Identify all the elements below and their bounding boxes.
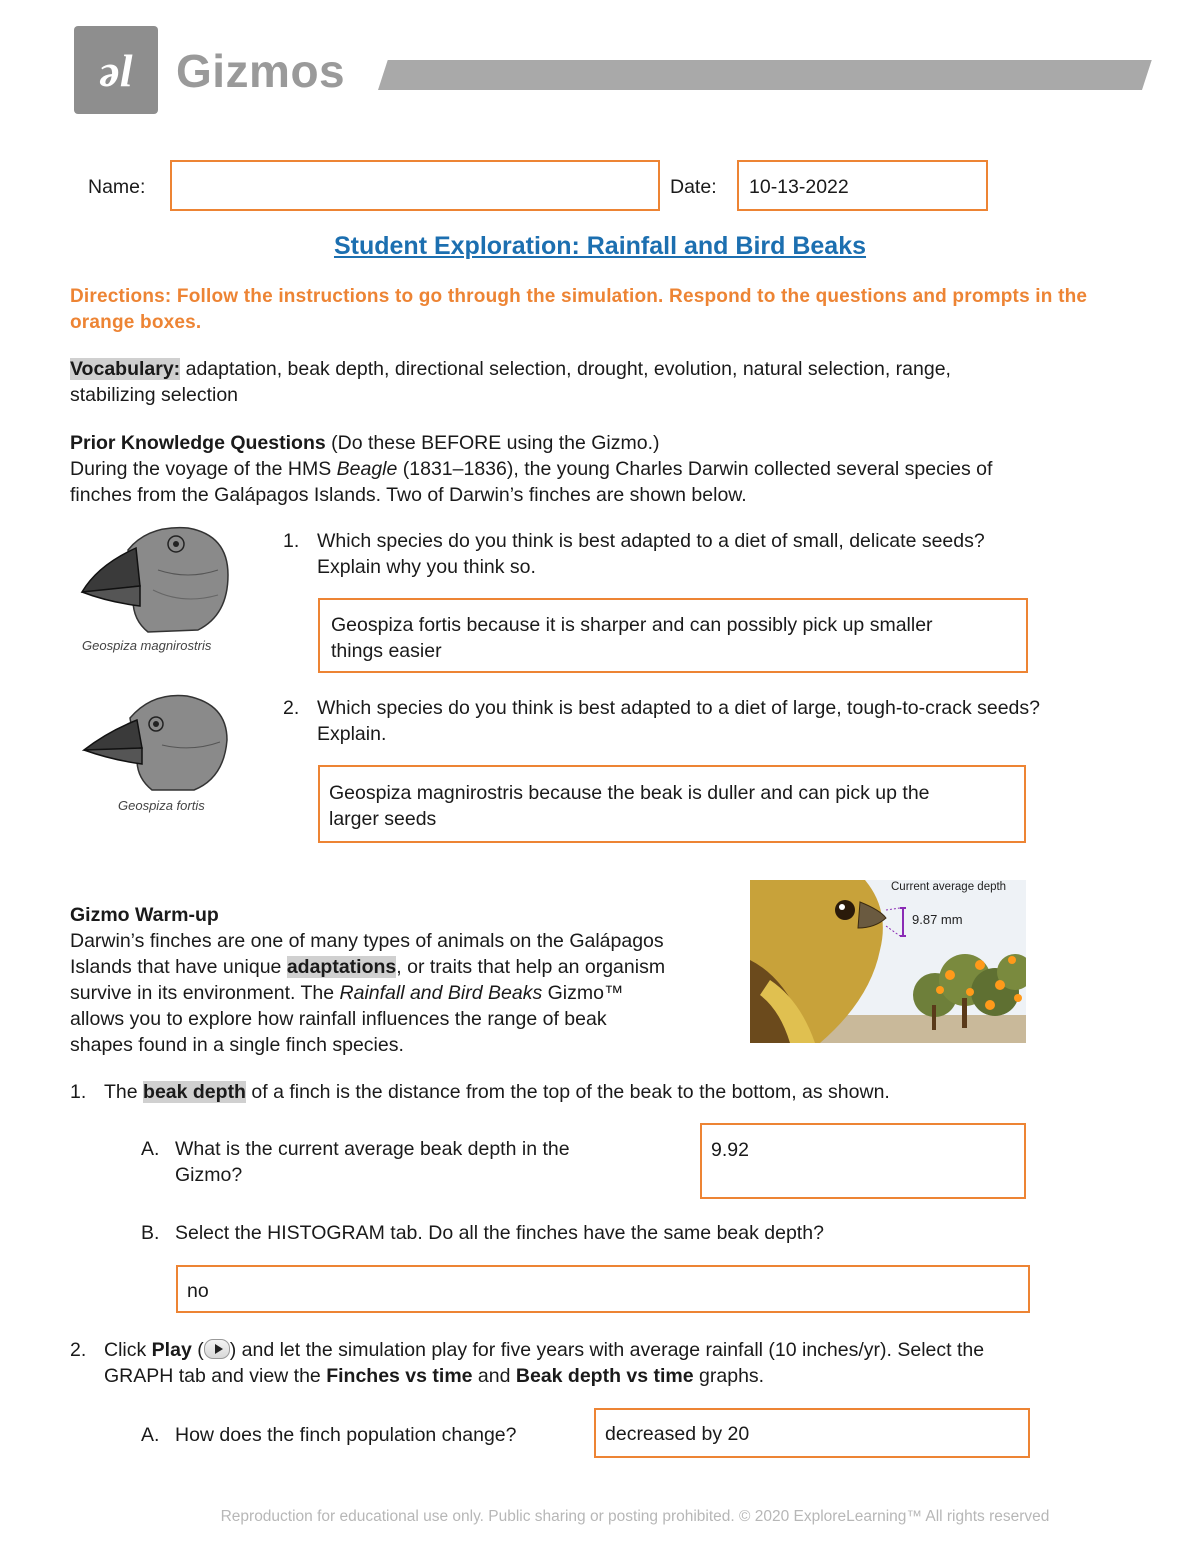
header-bar xyxy=(378,60,1152,90)
name-field[interactable] xyxy=(170,160,660,211)
q1a-answer-box[interactable] xyxy=(700,1123,1026,1199)
logo-mark: ǝl xyxy=(99,44,133,96)
gizmos-brand: Gizmos xyxy=(176,45,346,97)
bird1-caption: Geospiza magnirostris xyxy=(82,638,212,653)
q2a-answer-box[interactable] xyxy=(594,1408,1030,1458)
geospiza-fortis-figure xyxy=(82,690,242,820)
date-field[interactable] xyxy=(737,160,988,211)
name-label: Name: xyxy=(88,176,146,198)
prior-q1-answer-box[interactable]: Geospiza fortis because it is sharper and can possibly pick up smaller things easier xyxy=(318,598,1028,673)
question-1b: B. Select the HISTOGRAM tab. Do all the finches have the same beak depth? xyxy=(141,1222,824,1244)
play-icon xyxy=(204,1339,230,1359)
explorelearning-logo xyxy=(74,26,158,114)
q2a-answer: decreased by 20 xyxy=(605,1423,750,1445)
date-label: Date: xyxy=(670,176,717,198)
bird2-caption: Geospiza fortis xyxy=(118,798,205,813)
image-depth-value: 9.87 mm xyxy=(912,912,963,927)
question-2: 2. Click Play ( ) and let the simulation play for five years with average rainfall (10 inches/yr). Select the GRAPH tab and view the Finches vs time and Beak depth vs time graphs. xyxy=(70,1339,985,1387)
page-title[interactable]: Student Exploration: Rainfall and Bird Beaks xyxy=(333,232,867,260)
directions: Directions: Follow the instructions to go through the simulation. Respond to the questions and prompts in the orange boxes. xyxy=(70,286,1088,333)
vocabulary-label: Vocabulary: xyxy=(70,358,181,380)
prior-knowledge-heading: Prior Knowledge Questions xyxy=(70,432,326,454)
geospiza-magnirostris-figure xyxy=(78,520,238,660)
q1b-answer: no xyxy=(187,1280,209,1302)
finch-head-illustration xyxy=(78,520,238,640)
image-depth-label: Current average depth xyxy=(891,881,1007,893)
footer-copyright: Reproduction for educational use only. Public sharing or posting prohibited. © 2020 ExploreLearning™ All rights reserved xyxy=(220,1508,1050,1525)
vocabulary: Vocabulary: adaptation, beak depth, directional selection, drought, evolution, natural selection, range, stabilizing selection xyxy=(70,358,951,406)
question-1a: A. What is the current average beak depth in the Gizmo? xyxy=(141,1138,570,1186)
q1b-answer-box[interactable] xyxy=(176,1265,1030,1313)
gizmo-warmup: Gizmo Warm-up Darwin’s finches are one of many types of animals on the Galápagos Islands that have unique adaptations, or traits that help an organism survive in its environment. The Rainfall and Bird Beaks Gizmo™ allows you to explore how rainfall influences the range of beak shapes found in a single finch species. xyxy=(70,904,666,1056)
prior-knowledge-intro: Prior Knowledge Questions (Do these BEFORE using the Gizmo.) During the voyage of the HMS Beagle (1831–1836), the young Charles Darwin collected several species of finches from the Galápagos Islands. Two of Darwin’s finches are shown below. xyxy=(70,432,993,506)
finch-head-illustration xyxy=(82,690,232,795)
finch-scene-illustration xyxy=(750,880,1026,1043)
date-value: 10-13-2022 xyxy=(749,176,849,198)
warmup-heading: Gizmo Warm-up xyxy=(70,904,219,926)
q1a-answer: 9.92 xyxy=(711,1139,749,1161)
question-2a: A. How does the finch population change? xyxy=(141,1424,517,1446)
gizmo-finch-image xyxy=(750,880,1026,1043)
prior-question-2: 2. Which species do you think is best adapted to a diet of large, tough-to-crack seeds? Explain. xyxy=(283,697,1040,745)
prior-q2-answer-box[interactable]: Geospiza magnirostris because the beak is duller and can pick up the larger seeds xyxy=(318,765,1026,843)
question-1: 1. The beak depth of a finch is the distance from the top of the beak to the bottom, as shown. xyxy=(70,1081,890,1103)
prior-question-1: 1. Which species do you think is best adapted to a diet of small, delicate seeds? Explain why you think so. xyxy=(283,530,985,578)
